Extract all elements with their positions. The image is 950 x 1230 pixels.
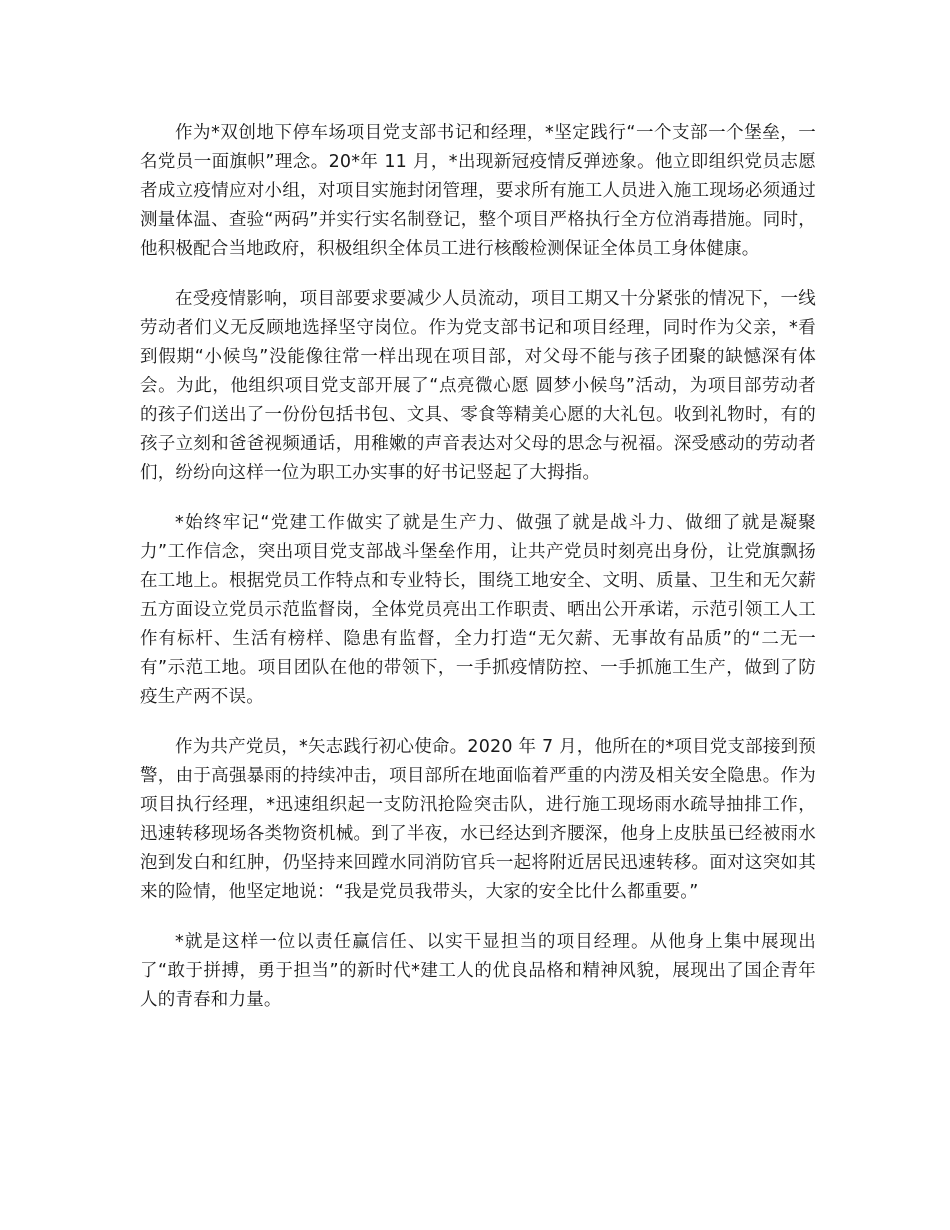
paragraph-epidemic-response: 作为*双创地下停车场项目党支部书记和经理，*坚定践行“一个支部一个堡垒，一名党员一面旗帜”理念。20*年 11 月，*出现新冠疫情反弹迹象。他立即组织党员志愿者成立疫情应对小组，对项目实施封闭管理，要求所有施工人员进入施工现场必须通过测量体温、查验“两码”并实行实名制登记，整个项目严格执行全方位消毒措施。同时，他积极配合当地政府，积极组织全体员工进行核酸检测保证全体员工身体健康。 [140,123,816,259]
paragraph-flood-rescue: 作为共产党员，*矢志践行初心使命。2020 年 7 月，他所在的*项目党支部接到预警，由于高强暴雨的持续冲击，项目部所在地面临着严重的内涝及相关安全隐患。作为项目执行经理，*迅速组织起一支防汛抢险突击队，进行施工现场雨水疏导抽排工作，迅速转移现场各类物资机械。到了半夜，水已经达到齐腰深，他身上皮肤虽已经被雨水泡到发白和红肿，仍坚持来回蹚水同消防官兵一起将附近居民迅速转移。面对这突如其来的险情，他坚定地说：“我是党员我带头，大家的安全比什么都重要。” [140,737,816,902]
paragraph-party-building: *始终牢记“党建工作做实了就是生产力、做强了就是战斗力、做细了就是凝聚力”工作信念，突出项目党支部战斗堡垒作用，让共产党员时刻亮出身份，让党旗飘扬在工地上。根据党员工作特点和专业特长，围绕工地安全、文明、质量、卫生和无欠薪五方面设立党员示范监督岗，全体党员亮出工作职责、晒出公开承诺，示范引领工人工作有标杆、生活有榜样、隐患有监督，全力打造“无欠薪、无事故有品质”的“二无一有”示范工地。项目团队在他的带领下，一手抓疫情防控、一手抓施工生产，做到了防疫生产两不误。 [140,513,816,707]
paragraph-little-migrant-birds: 在受疫情影响，项目部要求要减少人员流动，项目工期又十分紧张的情况下，一线劳动者们义无反顾地选择坚守岗位。作为党支部书记和项目经理，同时作为父亲，*看到假期“小候鸟”没能像往常一样出现在项目部，对父母不能与孩子团聚的缺憾深有体会。为此，他组织项目党支部开展了“点亮微心愿 圆梦小候鸟”活动，为项目部劳动者的孩子们送出了一份份包括书包、文具、零食等精美心愿的大礼包。收到礼物时，有的孩子立刻和爸爸视频通话，用稚嫩的声音表达对父母的思念与祝福。深受感动的劳动者们，纷纷向这样一位为职工办实事的好书记竖起了大拇指。 [140,289,816,483]
document-page [140,119,816,1015]
paragraph-conclusion: *就是这样一位以责任赢信任、以实干显担当的项目经理。从他身上集中展现出了“敢于拼搏，勇于担当”的新时代*建工人的优良品格和精神风貌，展现出了国企青年人的青春和力量。 [140,932,816,1010]
